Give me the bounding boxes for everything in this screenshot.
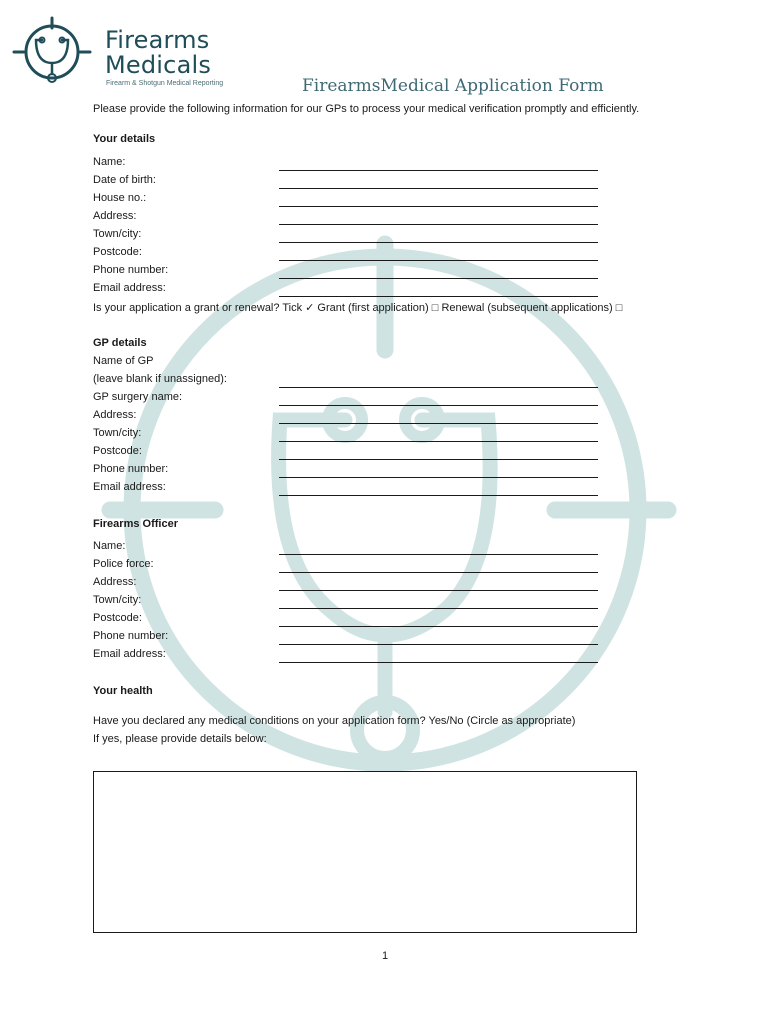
form-row [93, 171, 693, 189]
form-row [93, 591, 693, 609]
email-input-line[interactable] [279, 282, 598, 297]
gp-name-label: Name of GP [93, 355, 154, 367]
field-label: Email address: [93, 282, 166, 294]
house-no-input-line[interactable] [279, 192, 598, 207]
medical-details-textbox[interactable] [93, 771, 637, 933]
field-label: Address: [93, 576, 137, 588]
form-row [93, 189, 693, 207]
field-label: Phone number: [93, 630, 169, 642]
gp-surgery-input-line[interactable] [279, 391, 598, 406]
officer-town-input-line[interactable] [279, 594, 598, 609]
form-body [93, 100, 693, 748]
officer-email-input-line[interactable] [279, 648, 598, 663]
form-row [93, 537, 693, 555]
gp-address-input-line[interactable] [279, 409, 598, 424]
officer-postcode-input-line[interactable] [279, 612, 598, 627]
form-row [93, 555, 693, 573]
field-label: Town/city: [93, 228, 142, 240]
field-label: Postcode: [93, 445, 142, 457]
your-details-heading: Your details [93, 133, 156, 145]
form-row [93, 442, 693, 460]
form-intro: Please provide the following information for our GPs to process your medical verification promptly and efficiently. [93, 103, 640, 115]
field-label: GP surgery name: [93, 391, 183, 403]
form-row [93, 627, 693, 645]
field-label: Email address: [93, 481, 166, 493]
form-row [93, 388, 693, 406]
field-label: House no.: [93, 192, 147, 204]
town-input-line[interactable] [279, 228, 598, 243]
gp-postcode-input-line[interactable] [279, 445, 598, 460]
phone-input-line[interactable] [279, 264, 598, 279]
officer-phone-input-line[interactable] [279, 630, 598, 645]
brand-logo [12, 14, 252, 92]
field-label: Phone number: [93, 264, 169, 276]
brand-name-line2: Medicals [105, 51, 212, 79]
field-label: Address: [93, 210, 137, 222]
field-label: Postcode: [93, 612, 142, 624]
form-row [93, 207, 693, 225]
police-force-input-line[interactable] [279, 558, 598, 573]
field-label: Town/city: [93, 427, 142, 439]
page-number: 1 [381, 950, 389, 962]
field-label: Name: [93, 540, 126, 552]
medical-conditions-question: Have you declared any medical conditions on your application form? Yes/No (Circle as appropriate) [93, 715, 576, 727]
stethoscope-crosshair-icon [12, 14, 92, 92]
form-row [93, 153, 693, 171]
form-row [93, 225, 693, 243]
field-label: Postcode: [93, 246, 142, 258]
form-row [93, 279, 693, 297]
officer-address-input-line[interactable] [279, 576, 598, 591]
address-input-line[interactable] [279, 210, 598, 225]
gp-email-input-line[interactable] [279, 481, 598, 496]
field-label: Town/city: [93, 594, 142, 606]
officer-name-input-line[interactable] [279, 540, 598, 555]
form-row [93, 460, 693, 478]
field-label: Name: [93, 156, 126, 168]
field-label: (leave blank if unassigned): [93, 373, 227, 385]
form-title: FirearmsMedical Application Form [302, 76, 604, 96]
gp-details-heading: GP details [93, 337, 147, 349]
form-row [93, 609, 693, 627]
application-type-question: Is your application a grant or renewal? Tick ✓ Grant (first application) □ Renewal (subsequent applications) □ [93, 302, 623, 314]
postcode-input-line[interactable] [279, 246, 598, 261]
form-row [93, 261, 693, 279]
field-label: Date of birth: [93, 174, 156, 186]
your-details-fields [93, 153, 693, 297]
form-row [93, 424, 693, 442]
field-label: Email address: [93, 648, 166, 660]
brand-tagline: Firearm & Shotgun Medical Reporting [106, 80, 224, 87]
field-label: Phone number: [93, 463, 169, 475]
form-row [93, 573, 693, 591]
field-label: Address: [93, 409, 137, 421]
form-row [93, 406, 693, 424]
form-row [93, 478, 693, 496]
gp-name-input-line[interactable] [279, 373, 598, 388]
form-row [93, 243, 693, 261]
name-input-line[interactable] [279, 156, 598, 171]
form-row [93, 370, 693, 388]
gp-town-input-line[interactable] [279, 427, 598, 442]
medical-details-instruction: If yes, please provide details below: [93, 733, 267, 745]
dob-input-line[interactable] [279, 174, 598, 189]
gp-phone-input-line[interactable] [279, 463, 598, 478]
field-label: Police force: [93, 558, 154, 570]
brand-name-line1: Firearms [105, 26, 210, 54]
firearms-officer-heading: Firearms Officer [93, 518, 178, 530]
your-health-heading: Your health [93, 685, 153, 697]
form-row [93, 645, 693, 663]
